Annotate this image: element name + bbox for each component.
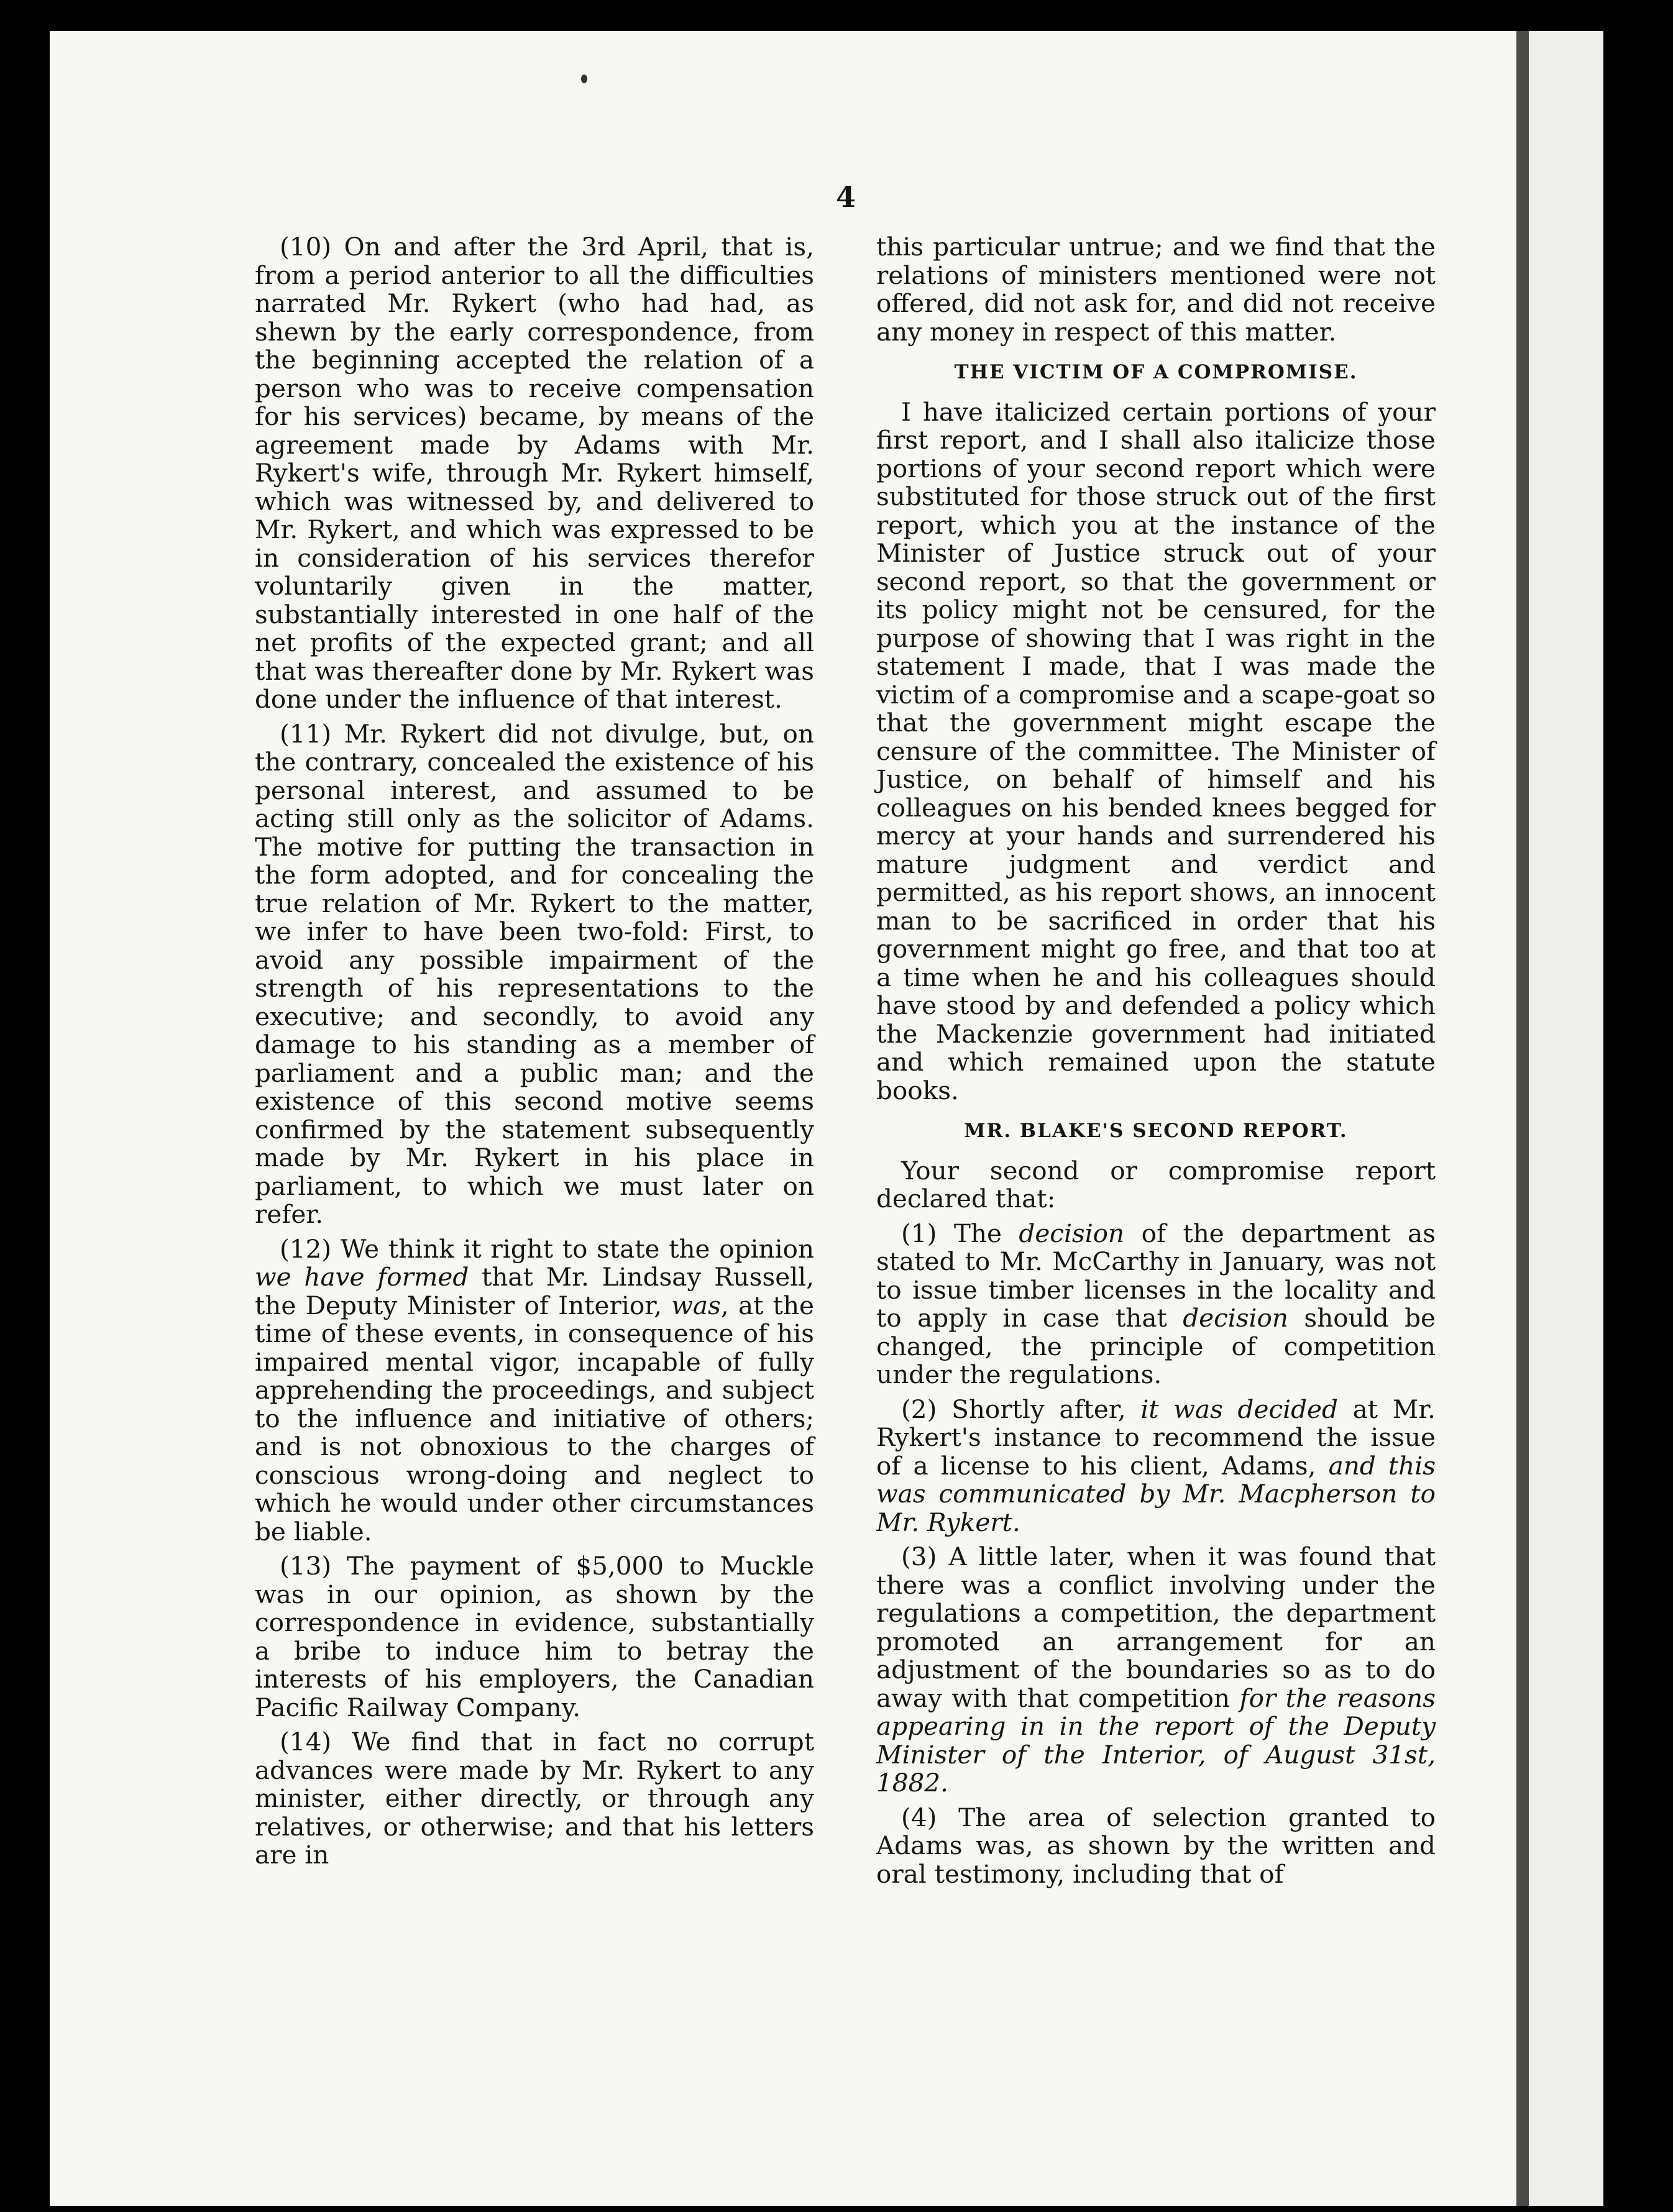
page-gutter [1516, 31, 1529, 2206]
p12-italic-1: we have formed [255, 1262, 469, 1292]
p12-italic-2: was [671, 1290, 721, 1320]
r2-italic-2: and this was communicated by Mr. Macpherson to Mr. Rykert. [876, 1450, 1436, 1537]
adjacent-page-edge [1529, 31, 1603, 2206]
report-item-3 [876, 1543, 1436, 1798]
report-item-1 [876, 1220, 1436, 1389]
r3-italic-1: for the reasons appearing in in the report of the Deputy Minister of the Interior, of August 31st, 1882. [876, 1683, 1436, 1798]
r2-text-1: (2) Shortly after, [901, 1394, 1141, 1424]
r1-text-1: (1) The [901, 1218, 1019, 1248]
section-heading-victim: THE VICTIM OF A COMPROMISE. [954, 361, 1358, 383]
paragraph-10: (10) On and after the 3rd April, that is, from a period anterior to all the difficulties narrated Mr. Rykert (who had had, as shewn by the early correspondence, from the beginning accepted the relation of a person who was to receive compensation for his services) became, by means of the agreement made by Adams with Mr. Rykert's wife, through Mr. Rykert himself, which was witnessed by, and delivered to Mr. Rykert, and which was expressed to be in consideration of his services therefor voluntarily given in the matter, substantially interested in one half of the net profits of the expected grant; and all that was thereafter done by Mr. Rykert was done under the influence of that interest. [255, 232, 814, 714]
p12-text-2: that Mr. Lindsay Russell, the Deputy Minister of Interior, [255, 1262, 814, 1320]
r1-italic-1: decision [1019, 1218, 1125, 1248]
section-heading-second-report: MR. BLAKE'S SECOND REPORT. [964, 1120, 1348, 1142]
r1-italic-2: decision [1183, 1303, 1288, 1333]
ink-speck [581, 75, 587, 83]
report-item-2 [876, 1396, 1436, 1537]
paragraph-11: (11) Mr. Rykert did not divulge, but, on the contrary, concealed the existence of his personal interest, and assumed to be acting still only as the solicitor of Adams. The motive for putting the transaction in the form adopted, and for concealing the true relation of Mr. Rykert to the matter, we infer to have been two-fold: First, to avoid any possible impairment of the strength of his representations to the executive; and secondly, to avoid any damage to his standing as a member of parliament and a public man; and the existence of this second motive seems confirmed by the statement subsequently made by Mr. Rykert in his place in parliament, to which we must later on refer. [255, 718, 814, 1229]
r3-text-1: (3) A little later, when it was found that there was a conflict involving under the regulations a competition, the department promoted an arrangement for an adjustment of the boundaries so as to do away with that competition [876, 1542, 1436, 1713]
r2-text-2: at Mr. Rykert's instance to recommend the issue of a license to his client, Adams, [876, 1394, 1436, 1481]
right-column [876, 233, 1436, 1894]
victim-paragraph: I have italicized certain portions of your first report, and I shall also italicize those portions of your second report which were substituted for those struck out of the first report, which you at the instance of the Minister of Justice struck out of your second report, so that the government or its policy might not be censured, for the purpose of showing that I was right in the statement I made, that I was made the victim of a compromise and a scape-goat so that the government might escape the censure of the committee. The Minister of Justice, on behalf of himself and his colleagues on his bended knees begged for mercy at your hands and surrendered his mature judgment and verdict and permitted, as his report shows, an innocent man to be sacrificed in order that his government might go free, and that too at a time when he and his colleagues should have stood by and defended a policy which the Mackenzie government had initiated and which remained upon the statute books. [876, 396, 1436, 1105]
continued-paragraph: this particular untrue; and we find that the relations of ministers mentioned were not offered, did not ask for, and did not receive any money in respect of this matter. [876, 232, 1436, 347]
paragraph-14: (14) We find that in fact no corrupt advances were made by Mr. Rykert to any minister, either directly, or through any relatives, or otherwise; and that his letters are in [255, 1727, 814, 1870]
paragraph-13: (13) The payment of $5,000 to Muckle was in our opinion, as shown by the correspondence in evidence, substantially a bribe to induce him to betray the interests of his employers, the Canadian Pacific Railway Company. [255, 1551, 814, 1722]
page-number: 4 [836, 180, 856, 214]
p12-text-1: (12) We think it right to state the opinion [280, 1233, 814, 1264]
p12-text-3: , at the time of these events, in consequence of his impaired mental vigor, incapable of fully apprehending the proceedings, and subject to the influence and initiative of others; and is not obnoxious to the charges of conscious wrong-doing and neglect to which he would under other circumstances be liable. [255, 1290, 814, 1547]
paragraph-12 [255, 1235, 814, 1547]
r2-italic-1: it was decided [1140, 1394, 1338, 1424]
r1-text-3: should be changed, the principle of competition under the regulations. [876, 1303, 1436, 1389]
left-column [255, 233, 814, 1876]
document-page [50, 31, 1516, 2206]
report-item-4: (4) The area of selection granted to Adams was, as shown by the written and oral testimony, including that of [876, 1802, 1436, 1889]
report-intro: Your second or compromise report declared that: [876, 1155, 1436, 1213]
r1-text-2: of the department as stated to Mr. McCarthy in January, was not to issue timber licenses in the locality and to apply in case that [876, 1218, 1436, 1333]
